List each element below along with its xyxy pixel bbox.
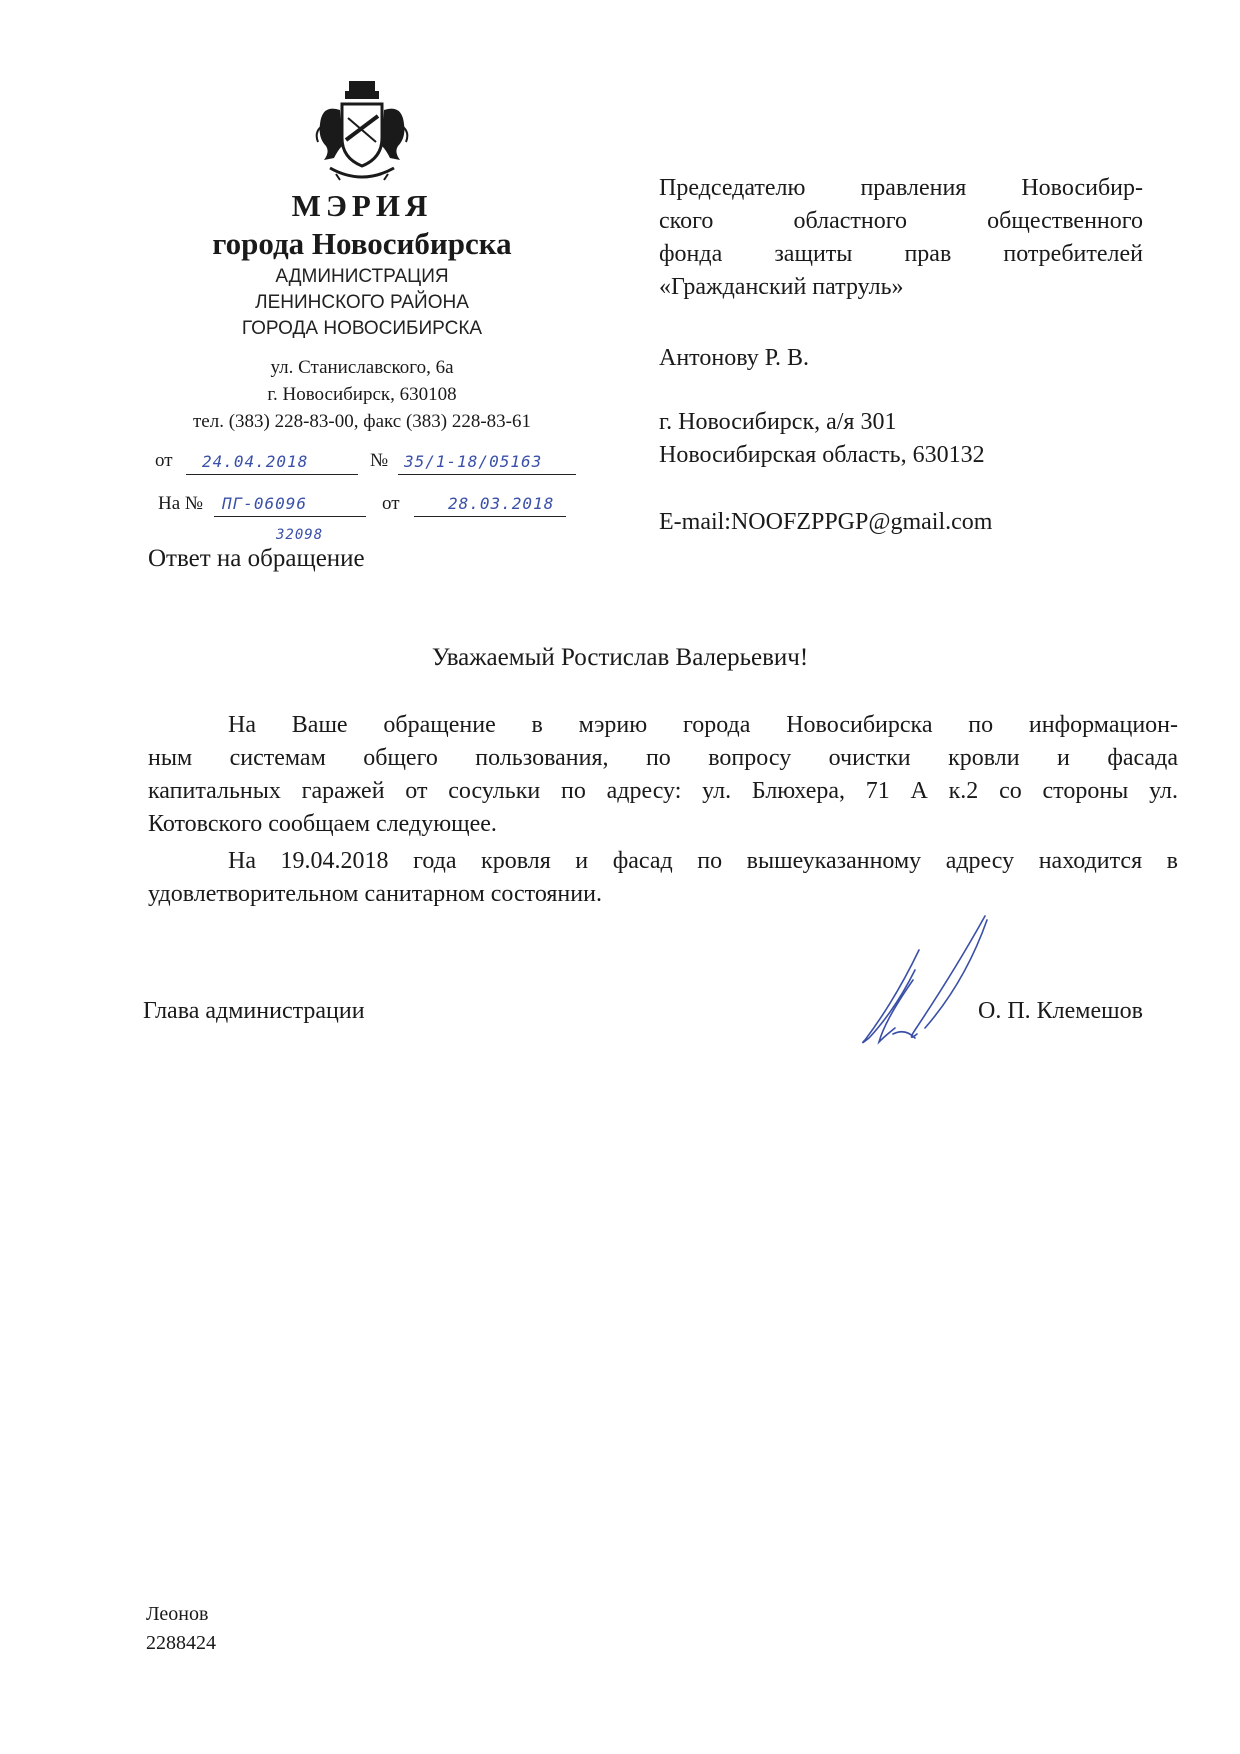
addressee-email: E-mail:NOOFZPPGP@gmail.com [659,509,993,535]
letterhead-address-street: ул. Станиславского, 6а [270,357,454,378]
addressee-address-line-2: Новосибирская область, 630132 [659,442,985,468]
admin-line-3: ГОРОДА НОВОСИБИРСКА [241,318,483,339]
subject-line: Ответ на обращение [148,545,365,572]
number-label: № [370,450,389,471]
paragraph-line: На 19.04.2018 года кровля и фасад по вышеуказанному адресу находится в [228,848,1178,874]
addressee-position-line: ского областного общественного [659,208,1143,234]
paragraph-line: капитальных гаражей от сосульки по адресу: ул. Блюхера, 71 А к.2 со стороны ул. [148,778,1178,804]
letterhead-address-city: г. Новосибирск, 630108 [267,384,457,405]
signatory-role: Глава администрации [143,998,365,1024]
addressee-address-line-1: г. Новосибирск, а/я 301 [659,409,897,435]
addressee-name: Антонову Р. В. [659,345,810,371]
ref-date-underline [414,516,566,517]
ref-date: 28.03.2018 [448,494,555,513]
date-label: от [155,450,173,471]
org-name: МЭРИЯ [291,188,433,223]
ref-number-label: На № [158,493,204,514]
addressee-position-line: фонда защиты прав потребителей [659,241,1143,267]
addressee-position-line: «Гражданский патруль» [659,274,904,300]
org-city: города Новосибирска [212,226,512,261]
addressee-position [659,172,1143,304]
paragraph-line: Котовского сообщаем следующее. [148,811,497,837]
ref-number-underline [214,516,366,517]
paragraph-2 [148,845,1178,911]
ref-number: ПГ-06096 [222,494,308,513]
date-underline [186,474,358,475]
paragraph-line: На Ваше обращение в мэрию города Новосибирска по информацион- [228,712,1178,738]
number-underline [398,474,576,475]
letterhead-phones: тел. (383) 228-83-00, факс (383) 228-83-61 [192,411,532,432]
executor-phone: 2288424 [146,1632,216,1654]
registration-number: 35/1-18/05163 [404,452,543,471]
paragraph-line: удовлетворительном санитарном состоянии. [148,881,602,907]
city-coat-of-arms-icon [312,80,412,190]
ref-extra-number: 32098 [276,527,324,543]
executor-name: Леонов [146,1603,209,1625]
admin-line-2: ЛЕНИНСКОГО РАЙОНА [255,292,469,313]
ref-date-label: от [382,493,400,514]
salutation: Уважаемый Ростислав Валерьевич! [431,644,809,671]
registration-date: 24.04.2018 [202,452,309,471]
addressee-position-line: Председателю правления Новосибир- [659,175,1143,201]
signatory-name: О. П. Клемешов [978,998,1143,1024]
admin-line-1: АДМИНИСТРАЦИЯ [275,266,449,287]
paragraph-1 [148,709,1178,841]
handwritten-signature-icon [855,910,1000,1050]
paragraph-line: ным системам общего пользования, по вопросу очистки кровли и фасада [148,745,1178,771]
